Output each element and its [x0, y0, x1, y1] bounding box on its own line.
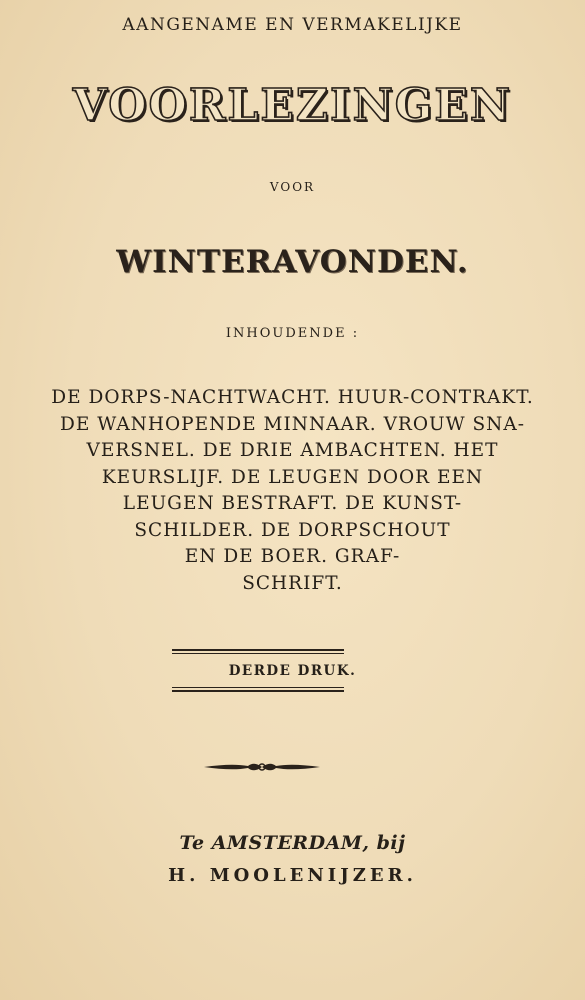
- contents-line: VERSNEL. DE DRIE AMBACHTEN. HET: [86, 440, 499, 461]
- contents-line: KEURSLIJF. DE LEUGEN DOOR EEN: [101, 466, 484, 488]
- divider-rule: [172, 690, 344, 692]
- contents-line: SCHRIFT.: [242, 572, 343, 594]
- contents-intro: INHOUDENDE :: [225, 326, 360, 341]
- contents-line: DE DORPS-NACHTWACHT. HUUR-CONTRAKT.: [51, 387, 534, 408]
- divider-rule: [172, 653, 344, 654]
- preposition: VOOR: [269, 180, 316, 194]
- main-title: VOORLEZINGEN: [72, 80, 513, 131]
- contents-line: DE WANHOPENDE MINNAAR. VROUW SNA-: [60, 413, 525, 435]
- contents-line: SCHILDER. DE DORPSCHOUT: [134, 519, 451, 541]
- divider-rule: [172, 649, 344, 651]
- subtitle: AANGENAME EN VERMAKELIJKE: [122, 15, 463, 35]
- contents-list: [0, 385, 585, 597]
- second-title: WINTERAVONDEN.: [116, 244, 469, 280]
- contents-line: EN DE BOER. GRAF-: [184, 546, 401, 567]
- contents-line: LEUGEN BESTRAFT. DE KUNST-: [122, 493, 463, 514]
- edition-label: DERDE DRUK.: [228, 663, 357, 679]
- publisher-name: H. MOOLENIJZER.: [168, 865, 417, 886]
- ornament-icon: [202, 757, 322, 777]
- imprint-city: Te AMSTERDAM, bij: [179, 832, 406, 854]
- divider-rule: [172, 687, 344, 688]
